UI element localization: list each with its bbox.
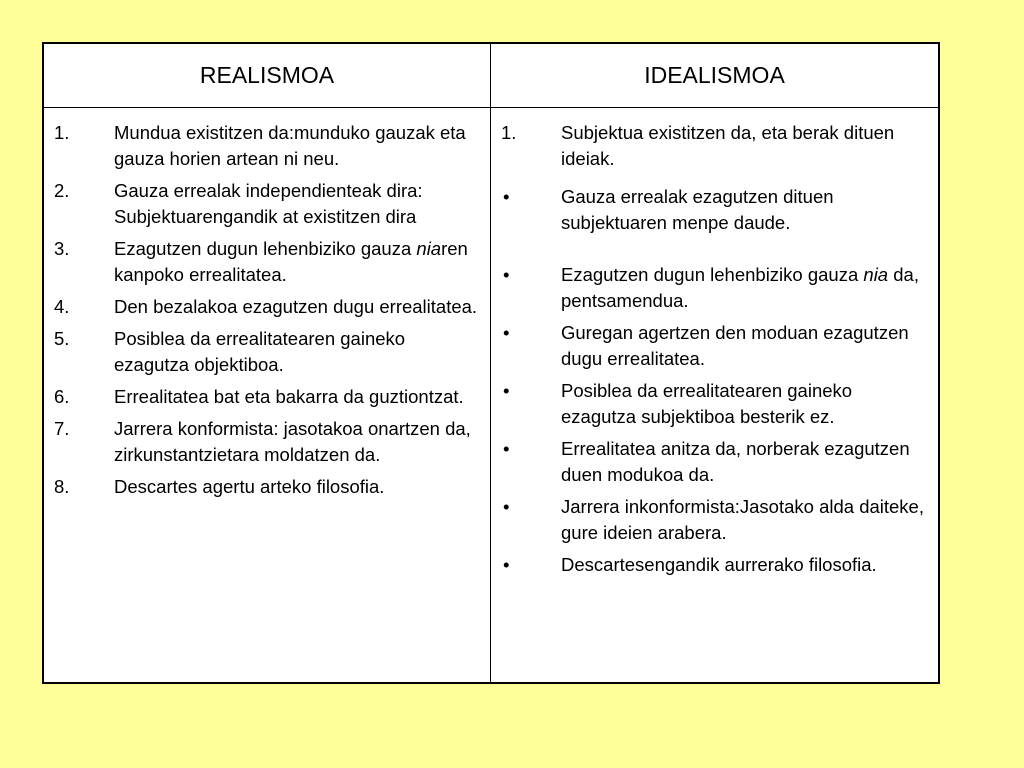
bullet-icon: • [503,380,510,401]
list-item-text: Subjektua existitzen da, eta berak dituen ideiak. [561,122,895,169]
list-item-text: Posiblea da errealitatearen gaineko ezagutza objektiboa. [114,328,406,375]
idealismoa-column [491,108,938,682]
list-marker: 1. [54,122,70,143]
list-item [54,120,482,172]
list-item-text: Descartes agertu arteko filosofia. [114,476,385,497]
header-idealismoa: IDEALISMOA [491,44,938,108]
list-item-text: Den bezalakoa ezagutzen dugu errealitatea. [114,296,478,317]
italic-term: nia [863,264,889,285]
list-item-text: Errealitatea bat eta bakarra da guztiontzat. [114,386,464,407]
bullet-icon: • [503,554,510,575]
list-item [501,552,930,578]
comparison-table [42,42,940,684]
bullet-icon: • [503,264,510,285]
list-item-text: Jarrera inkonformista:Jasotako alda daiteke, gure ideien arabera. [561,496,924,543]
bullet-icon: • [503,186,510,207]
list-item-text: Jarrera konformista: jasotakoa onartzen da, zirkunstantzietara moldatzen da. [114,418,471,465]
text-part: Ezagutzen dugun lehenbiziko gauza [114,238,417,259]
list-item [501,494,930,546]
bullet-icon: • [503,496,510,517]
text-part: da, pentsamendua. [561,264,919,311]
bullet-icon: • [503,438,510,459]
text-part: Ezagutzen dugun lehenbiziko gauza [561,264,864,285]
list-item-text: Guregan agertzen den moduan ezagutzen dugu errealitatea. [561,322,909,369]
list-marker: 6. [54,386,70,407]
list-item [501,378,930,430]
list-marker: 2. [54,180,70,201]
list-item [501,436,930,488]
list-item-text: Gauza errealak ezagutzen dituen subjektuaren menpe daude. [561,186,834,233]
list-item [501,320,930,372]
list-marker: 4. [54,296,70,317]
italic-term: nia [416,238,442,259]
text-part: ren kanpoko errealitatea. [114,238,468,285]
list-item [54,416,482,468]
list-item-text [561,262,930,314]
list-marker: 8. [54,476,70,497]
list-marker: 3. [54,238,70,259]
list-marker: 7. [54,418,70,439]
realismoa-column [44,108,491,682]
realismoa-list [54,120,482,500]
list-item [54,236,482,288]
list-item-text: Posiblea da errealitatearen gaineko ezagutza subjektiboa besterik ez. [561,380,853,427]
list-marker: 5. [54,328,70,349]
list-item-text: Gauza errealak independienteak dira: Subjektuarengandik at existitzen dira [114,180,423,227]
list-marker: 1. [501,122,517,143]
list-item [54,384,482,410]
list-item [501,120,930,172]
list-item-text: Mundua existitzen da:munduko gauzak eta gauza horien artean ni neu. [114,122,466,169]
list-item-text: Descartesengandik aurrerako filosofia. [561,554,877,575]
list-item [54,474,482,500]
bullet-icon: • [503,322,510,343]
list-item-text [114,236,482,288]
list-item [54,178,482,230]
list-item [501,262,930,314]
list-item [54,326,482,378]
header-realismoa: REALISMOA [44,44,491,108]
list-item [54,294,482,320]
idealismoa-list [501,120,930,578]
list-item-text: Errealitatea anitza da, norberak ezagutzen duen modukoa da. [561,438,910,485]
list-item [501,184,930,236]
